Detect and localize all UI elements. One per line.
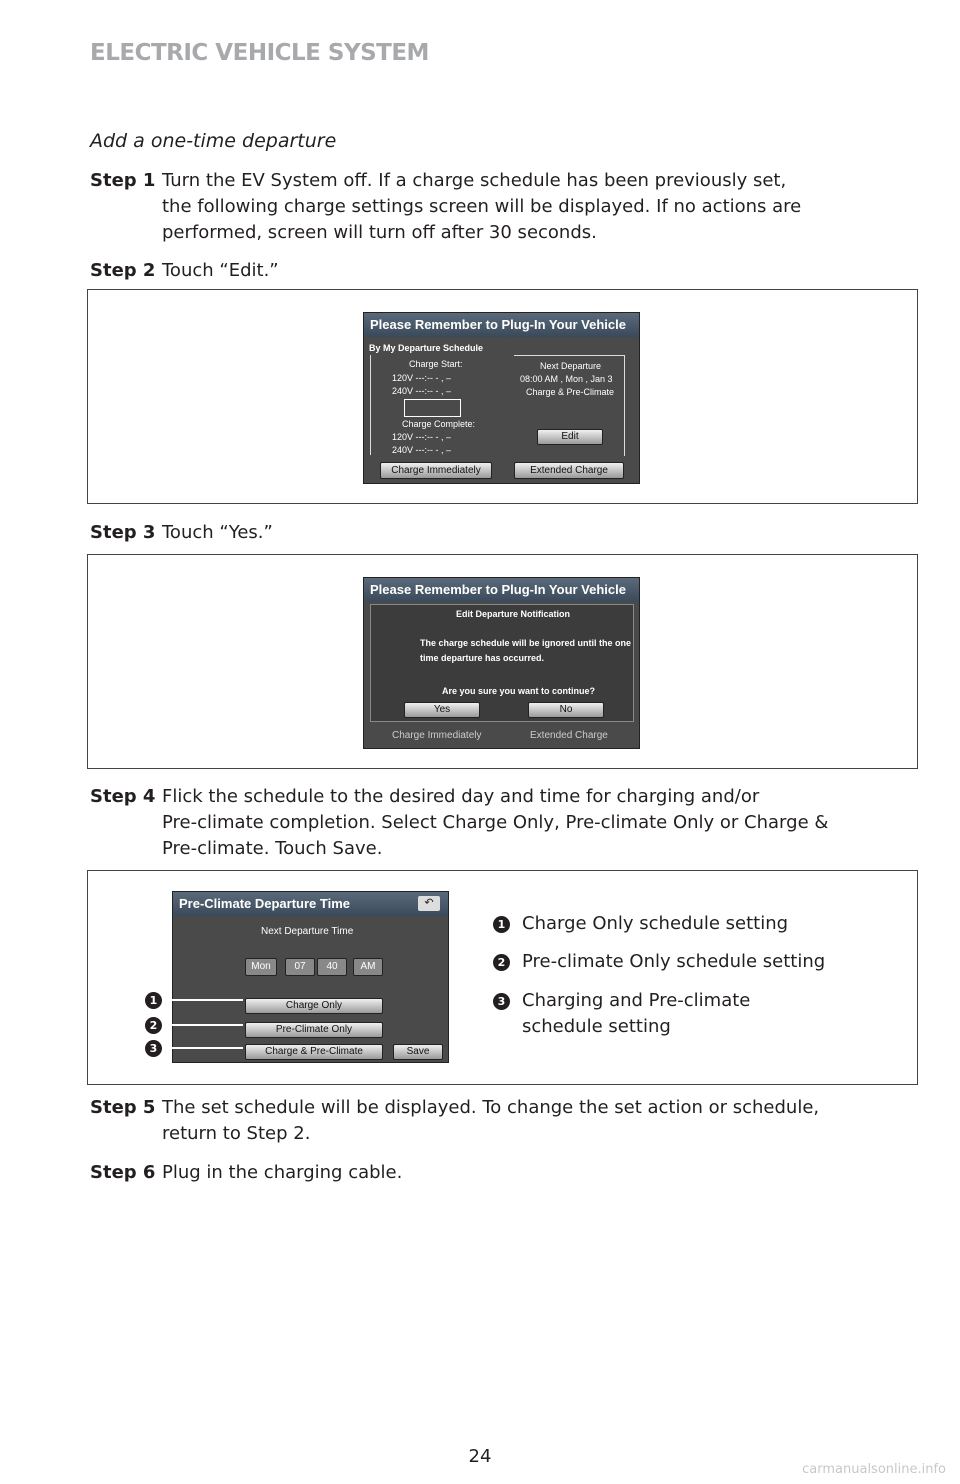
step-text: performed, screen will turn off after 30 seconds. bbox=[162, 222, 597, 243]
charge-start-240v: 240V ---:-- - , – bbox=[392, 386, 452, 396]
charge-immediately-button[interactable]: Charge Immediately bbox=[392, 730, 482, 741]
day-selector[interactable]: Mon bbox=[245, 958, 277, 976]
charge-complete-120v: 120V ---:-- - , – bbox=[392, 432, 452, 442]
step-5 bbox=[90, 1095, 910, 1147]
legend-number: 2 bbox=[493, 954, 510, 971]
step-label: Step 5 bbox=[90, 1097, 156, 1118]
charge-start-label: Charge Start: bbox=[409, 359, 463, 369]
step-6 bbox=[90, 1160, 910, 1186]
step-label: Step 1 bbox=[90, 170, 156, 191]
charge-complete-240v: 240V ---:-- - , – bbox=[392, 445, 452, 455]
callout-2: 2 bbox=[145, 1017, 162, 1034]
screen-title: Please Remember to Plug-In Your Vehicle bbox=[364, 313, 639, 337]
figure-departure-time bbox=[87, 870, 918, 1085]
step-text: Touch “Yes.” bbox=[162, 522, 273, 543]
legend-text: Charge Only schedule setting bbox=[522, 913, 789, 934]
legend-item-1 bbox=[493, 911, 788, 937]
callout-3: 3 bbox=[145, 1040, 162, 1057]
dialog-question: Are you sure you want to continue? bbox=[442, 686, 596, 696]
dialog-message: The charge schedule will be ignored until the one bbox=[420, 638, 632, 648]
step-label: Step 4 bbox=[90, 786, 156, 807]
dialog-message: time departure has occurred. bbox=[420, 653, 545, 663]
figure-charge-settings bbox=[87, 289, 918, 504]
pre-climate-only-button[interactable]: Pre-Climate Only bbox=[245, 1022, 383, 1038]
ampm-selector[interactable]: AM bbox=[353, 958, 383, 976]
step-text: Turn the EV System off. If a charge schedule has been previously set, bbox=[162, 170, 787, 191]
next-departure-time: 08:00 AM , Mon , Jan 3 bbox=[520, 374, 613, 384]
legend-text: schedule setting bbox=[522, 1016, 671, 1037]
yes-button[interactable]: Yes bbox=[404, 702, 480, 718]
step-label: Step 3 bbox=[90, 522, 156, 543]
next-departure-label: Next Departure bbox=[540, 361, 602, 371]
callout-leader bbox=[161, 1047, 243, 1049]
screen-title: Pre-Climate Departure Time bbox=[173, 892, 448, 916]
charge-start-120v: 120V ---:-- - , – bbox=[392, 373, 452, 383]
callout-leader bbox=[161, 1024, 243, 1026]
step-text: Flick the schedule to the desired day and time for charging and/or bbox=[162, 786, 760, 807]
step-text: Pre-climate. Touch Save. bbox=[162, 838, 383, 859]
charge-pre-climate-button[interactable]: Charge & Pre-Climate bbox=[245, 1044, 383, 1060]
step-text: Touch “Edit.” bbox=[162, 260, 279, 281]
charge-immediately-button[interactable]: Charge Immediately bbox=[380, 462, 492, 479]
step-1 bbox=[90, 168, 910, 246]
departure-time-screen bbox=[172, 891, 449, 1063]
step-text: Pre-climate completion. Select Charge Only, Pre-climate Only or Charge & bbox=[162, 812, 829, 833]
next-departure-mode: Charge & Pre-Climate bbox=[526, 387, 615, 397]
step-4 bbox=[90, 784, 910, 862]
schedule-section-label: By My Departure Schedule bbox=[369, 343, 484, 353]
minute-selector[interactable]: 40 bbox=[317, 958, 347, 976]
next-departure-label: Next Departure Time bbox=[261, 926, 354, 937]
step-label: Step 2 bbox=[90, 260, 156, 281]
section-title: ELECTRIC VEHICLE SYSTEM bbox=[90, 40, 429, 66]
dialog-title: Edit Departure Notification bbox=[456, 609, 571, 619]
no-button[interactable]: No bbox=[528, 702, 604, 718]
legend-number: 3 bbox=[493, 993, 510, 1010]
edit-button[interactable]: Edit bbox=[537, 429, 603, 445]
extended-charge-button[interactable]: Extended Charge bbox=[530, 730, 608, 741]
screen-title: Please Remember to Plug-In Your Vehicle bbox=[364, 578, 639, 602]
step-2 bbox=[90, 258, 910, 284]
legend-number: 1 bbox=[493, 916, 510, 933]
step-label: Step 6 bbox=[90, 1162, 156, 1183]
step-3 bbox=[90, 520, 910, 546]
step-text: return to Step 2. bbox=[162, 1123, 311, 1144]
save-button[interactable]: Save bbox=[393, 1044, 443, 1060]
extended-charge-button[interactable]: Extended Charge bbox=[514, 462, 624, 479]
figure-edit-notification bbox=[87, 554, 918, 769]
page-number: 24 bbox=[468, 1446, 492, 1467]
watermark: carmanualsonline.info bbox=[802, 1462, 946, 1477]
charge-complete-label: Charge Complete: bbox=[402, 419, 476, 429]
back-icon[interactable]: ↶ bbox=[418, 896, 440, 911]
hour-selector[interactable]: 07 bbox=[285, 958, 315, 976]
charge-settings-screen bbox=[363, 312, 640, 484]
step-text: Plug in the charging cable. bbox=[162, 1162, 403, 1183]
charge-only-button[interactable]: Charge Only bbox=[245, 998, 383, 1014]
callout-1: 1 bbox=[145, 992, 162, 1009]
step-text: the following charge settings screen will be displayed. If no actions are bbox=[162, 196, 802, 217]
subhead: Add a one-time departure bbox=[90, 130, 337, 152]
edit-notification-screen bbox=[363, 577, 640, 749]
step-text: The set schedule will be displayed. To change the set action or schedule, bbox=[162, 1097, 820, 1118]
legend-text: Charging and Pre-climate bbox=[522, 990, 751, 1011]
legend-item-3 bbox=[493, 988, 750, 1040]
battery-icon bbox=[404, 399, 461, 417]
legend-item-2 bbox=[493, 949, 825, 975]
legend-text: Pre-climate Only schedule setting bbox=[522, 951, 826, 972]
callout-leader bbox=[161, 999, 243, 1001]
